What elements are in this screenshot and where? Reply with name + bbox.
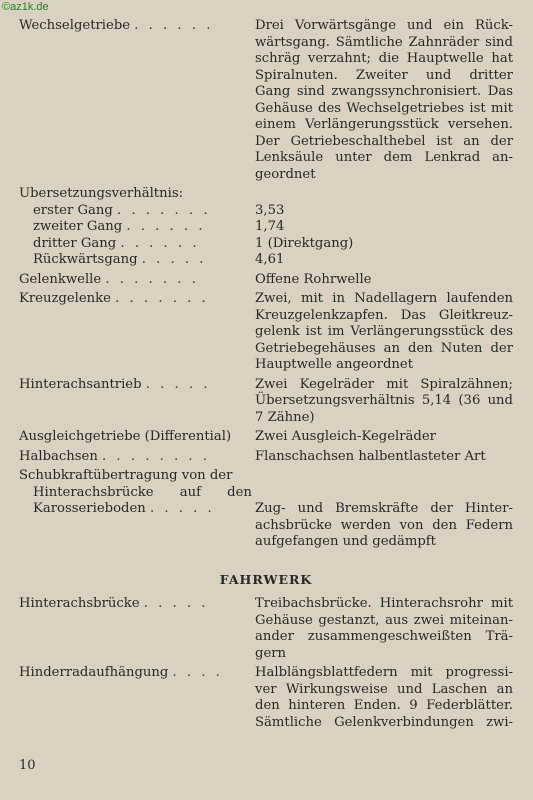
spec-value	[255, 449, 513, 466]
spec-value-line: Lenksäule unter dem Lenkrad an-	[255, 150, 513, 165]
spec-value-line: Kreuzgelenkzapfen. Das Gleitkreuz-	[255, 307, 513, 323]
leader-dots: . . . . . .	[126, 219, 206, 234]
spec-label-text: zweiter Gang	[33, 219, 123, 234]
spec-value-line: Hauptwelle angeordnet	[255, 357, 414, 372]
spec-value-line: Gehäuse des Wechselgetriebes ist mit	[255, 100, 513, 116]
spec-label-text: erster Gang	[33, 202, 113, 218]
spec-value-line: Zwei Ausgleich-Kegelräder	[255, 429, 436, 444]
spec-row	[19, 377, 513, 427]
spec-label-text: Karosserieboden	[33, 501, 146, 516]
spec-row	[19, 219, 513, 236]
spec-row	[19, 18, 513, 183]
spec-label	[19, 203, 255, 220]
spec-value-line: Der Getriebeschalthebel ist an der	[255, 133, 513, 149]
spec-label-text: Übersetzungsverhältnis:	[19, 186, 184, 201]
watermark: ©az1k.de	[2, 1, 49, 13]
spec-value-line: Halblängsblattfedern mit progressi-	[255, 665, 513, 680]
page-number: 10	[19, 758, 36, 773]
spec-value-line: aufgefangen und gedämpft	[255, 534, 436, 549]
spec-row	[19, 272, 513, 289]
spec-value-line: Drei Vorwärtsgänge und ein Rück-	[255, 18, 513, 33]
spec-value-line: 3,53	[255, 202, 285, 218]
spec-value-line: gelenk ist im Verlängerungsstück des	[255, 324, 513, 339]
spec-value	[255, 252, 513, 269]
spec-value	[255, 272, 513, 289]
spec-value	[255, 291, 513, 374]
spec-label	[19, 18, 255, 183]
leader-dots: . . . . . . . .	[102, 448, 210, 464]
spec-label	[19, 291, 255, 374]
spec-label-text: dritter Gang	[33, 235, 117, 251]
spec-value-line: 1,74	[255, 219, 285, 234]
spec-value	[255, 429, 513, 446]
spec-value-line: Sämtliche Gelenkverbindungen zwi-	[255, 714, 513, 730]
spec-value-line: einem Verlängerungsstück versehen.	[255, 117, 513, 132]
spec-value-line: 4,61	[255, 252, 285, 267]
spec-block-chassis	[19, 596, 513, 731]
spec-label	[19, 449, 255, 466]
spec-label	[19, 596, 255, 662]
spec-value-line: Treibachsbrücke. Hinterachsrohr mit	[255, 596, 513, 611]
spec-row	[19, 596, 513, 662]
spec-value-line: den hinteren Enden. 9 Federblätter.	[255, 698, 513, 713]
spec-value-line: Getriebegehäuses an den Nuten der	[255, 340, 513, 356]
spec-label-line: Schubkraftübertragung von der	[19, 468, 233, 483]
spec-value	[255, 219, 513, 236]
spec-label	[19, 272, 255, 289]
section-title: FAHRWERK	[219, 571, 313, 587]
leader-dots: . . . .	[172, 665, 223, 680]
leader-dots: . . . . . .	[120, 235, 200, 251]
spec-label	[19, 665, 255, 731]
spec-value-line: Zwei Kegelräder mit Spiralzähnen;	[255, 376, 513, 392]
spec-value-line: ander zusammengeschweißten Trä-	[255, 629, 513, 644]
spec-value	[255, 468, 513, 551]
spec-list	[19, 18, 513, 731]
spec-value-line	[255, 186, 513, 203]
spec-value-line: gern	[255, 645, 287, 661]
spec-label-text: Hinterachsbrücke	[19, 596, 140, 611]
spec-label	[19, 186, 255, 203]
spec-value-line: Offene Rohrwelle	[255, 271, 372, 287]
spec-label-text: Wechselgetriebe	[19, 18, 131, 33]
leader-dots: . . . . .	[143, 596, 209, 611]
spec-label	[19, 468, 255, 551]
spec-label-text: Hinderradaufhängung	[19, 665, 169, 680]
leader-dots: . . . . .	[141, 252, 207, 267]
leader-dots: . . . . . . .	[115, 291, 209, 306]
spec-value	[255, 18, 513, 183]
spec-value-line: achsbrücke werden von den Federn	[255, 517, 513, 533]
spec-value-line: 7 Zähne)	[255, 409, 315, 425]
spec-block-drivetrain	[19, 18, 513, 465]
spec-label-text: Ausgleichgetriebe (Differential)	[19, 429, 232, 444]
spec-row	[19, 203, 513, 220]
spec-row	[19, 186, 513, 203]
spec-row	[19, 291, 513, 374]
leader-dots: . . . . .	[149, 501, 215, 516]
spec-row	[19, 236, 513, 253]
leader-dots: . . . . .	[145, 376, 211, 392]
leader-dots: . . . . . . .	[117, 202, 211, 218]
leader-dots: . . . . . . .	[105, 271, 199, 287]
spec-value	[255, 236, 513, 253]
spec-value-line: Spiralnuten. Zweiter und dritter	[255, 67, 513, 83]
spec-label-text: Halbachsen	[19, 448, 98, 464]
leader-dots: . . . . . .	[134, 18, 214, 33]
spec-value-line: Gehäuse gestanzt, aus zwei miteinan-	[255, 612, 513, 628]
spec-value	[255, 377, 513, 427]
spec-label-line	[19, 501, 255, 518]
spec-value-line: 1 (Direktgang)	[255, 235, 354, 251]
spec-row	[19, 449, 513, 466]
spec-value-line: schräg verzahnt; die Hauptwelle hat	[255, 51, 513, 66]
spec-value-line: Zug- und Bremskräfte der Hinter-	[255, 501, 513, 516]
spec-value-line: ver Wirkungsweise und Laschen an	[255, 681, 513, 697]
spec-row-schubkraft	[19, 468, 513, 551]
spec-label-line	[19, 484, 252, 502]
spec-value	[255, 186, 513, 203]
spec-value-line: Übersetzungsverhältnis 5,14 (36 und	[255, 393, 513, 408]
spec-value	[255, 203, 513, 220]
spec-label	[19, 377, 255, 427]
spec-value-line: geordnet	[255, 166, 316, 182]
spec-label	[19, 219, 255, 236]
spec-label-text: Hinterachsbrücke auf den	[33, 484, 252, 500]
spec-label-text: Gelenkwelle	[19, 271, 102, 287]
spec-value	[255, 596, 513, 662]
spec-value-line: Flanschachsen halbentlasteter Art	[255, 448, 486, 464]
spec-value-line: Zwei, mit in Nadellagern laufenden	[255, 291, 513, 306]
spec-label-text: Hinterachsantrieb	[19, 376, 142, 392]
spec-row	[19, 429, 513, 446]
spec-label-text: Kreuzgelenke	[19, 291, 111, 306]
spec-label	[19, 429, 255, 446]
spec-value	[255, 665, 513, 731]
spec-label-text: Rückwärtsgang	[33, 252, 138, 267]
spec-label	[19, 252, 255, 269]
spec-label	[19, 236, 255, 253]
spec-row	[19, 665, 513, 731]
spec-value-line: Gang sind zwangssynchronisiert. Das	[255, 84, 513, 99]
spec-row	[19, 252, 513, 269]
spec-value-line: wärtsgang. Sämtliche Zahnräder sind	[255, 34, 513, 50]
